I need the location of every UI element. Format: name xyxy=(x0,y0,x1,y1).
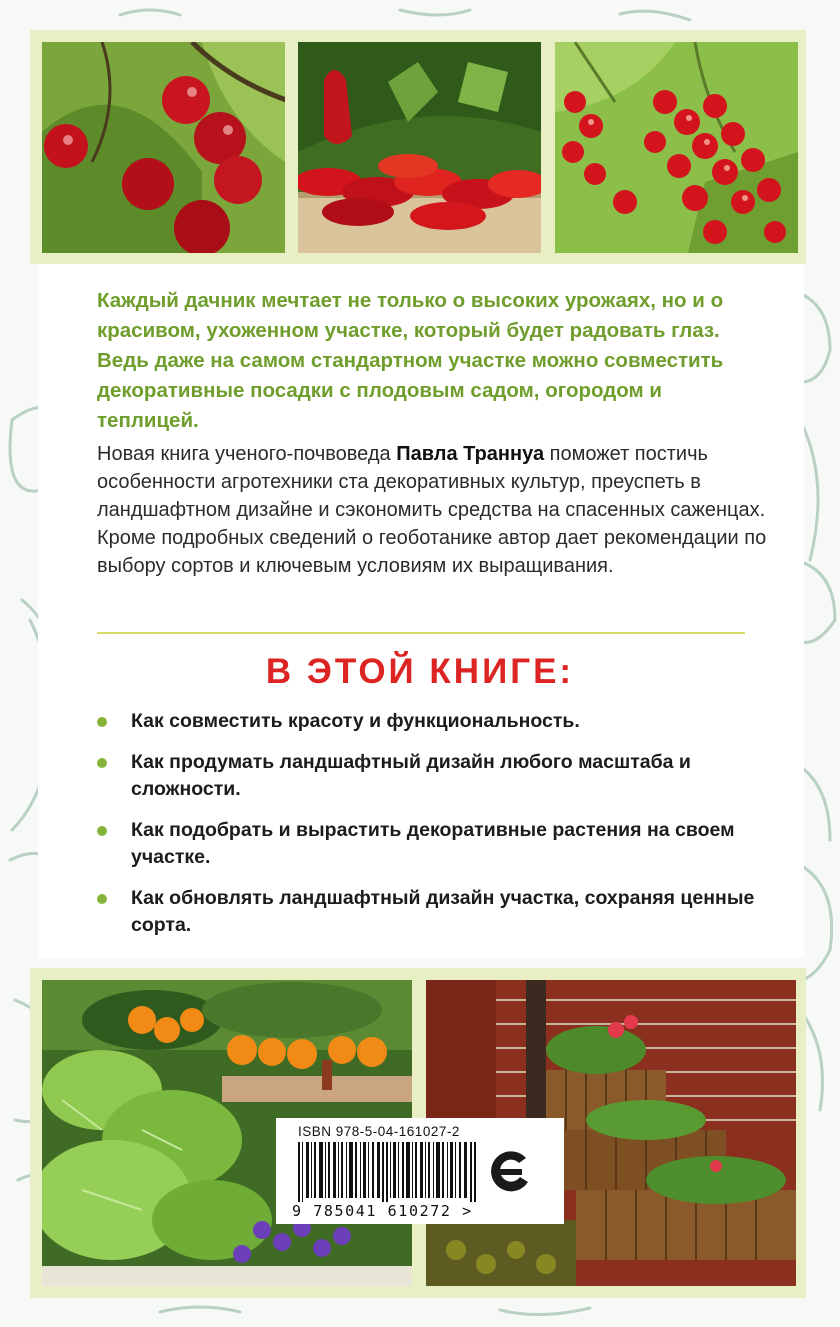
list-item xyxy=(97,749,767,803)
description-intro: Новая книга ученого-почвоведа xyxy=(97,443,397,465)
list-item-text: Как продумать ландшафтный дизайн любого масштаба и сложности. xyxy=(131,751,691,800)
list-item xyxy=(97,885,767,939)
bullet-dot-icon xyxy=(97,894,107,904)
red-peppers-photo xyxy=(298,42,541,253)
list-item-text: Как подобрать и вырастить декоративные растения на своем участке. xyxy=(131,819,735,868)
barcode-panel xyxy=(276,1118,564,1224)
red-currants-photo xyxy=(555,42,798,253)
list-item xyxy=(97,708,767,735)
list-item-text: Как совместить красоту и функциональность. xyxy=(131,710,580,732)
description-rest: поможет постичь особенности агротехники ста декоративных культур, преуспеть в ландшафтном дизайне и сэкономить средства на спасенных саженцах. Кроме подробных сведений о геоботанике автор дает рекомендации по выбору сортов и ключевым условиям их выращивания. xyxy=(97,443,767,577)
list-item-text: Как обновлять ландшафтный дизайн участка, сохраняя ценные сорта. xyxy=(131,887,755,936)
list-item xyxy=(97,817,767,871)
author-name: Павла Траннуа xyxy=(396,443,545,465)
isbn-label: ISBN 978-5-04-161027-2 xyxy=(298,1124,460,1139)
barcode-digits: 9 785041 610272 > xyxy=(292,1202,473,1220)
bullet-dot-icon xyxy=(97,717,107,727)
feature-list xyxy=(97,708,767,953)
lead-paragraph: Каждый дачник мечтает не только о высоких урожаях, но и о красивом, ухоженном участке, который будет радовать глаз. Ведь даже на самом стандартном участке можно совместить декоративные посадки с плодовым садом, огородом и теплицей. xyxy=(97,289,724,432)
bullet-dot-icon xyxy=(97,826,107,836)
section-divider xyxy=(97,632,745,634)
bullet-dot-icon xyxy=(97,758,107,768)
book-description xyxy=(97,440,767,580)
eksmo-logo-icon xyxy=(486,1144,538,1198)
section-heading: В ЭТОЙ КНИГЕ: xyxy=(265,652,575,691)
barcode-icon xyxy=(298,1142,476,1202)
cherries-photo xyxy=(42,42,285,253)
